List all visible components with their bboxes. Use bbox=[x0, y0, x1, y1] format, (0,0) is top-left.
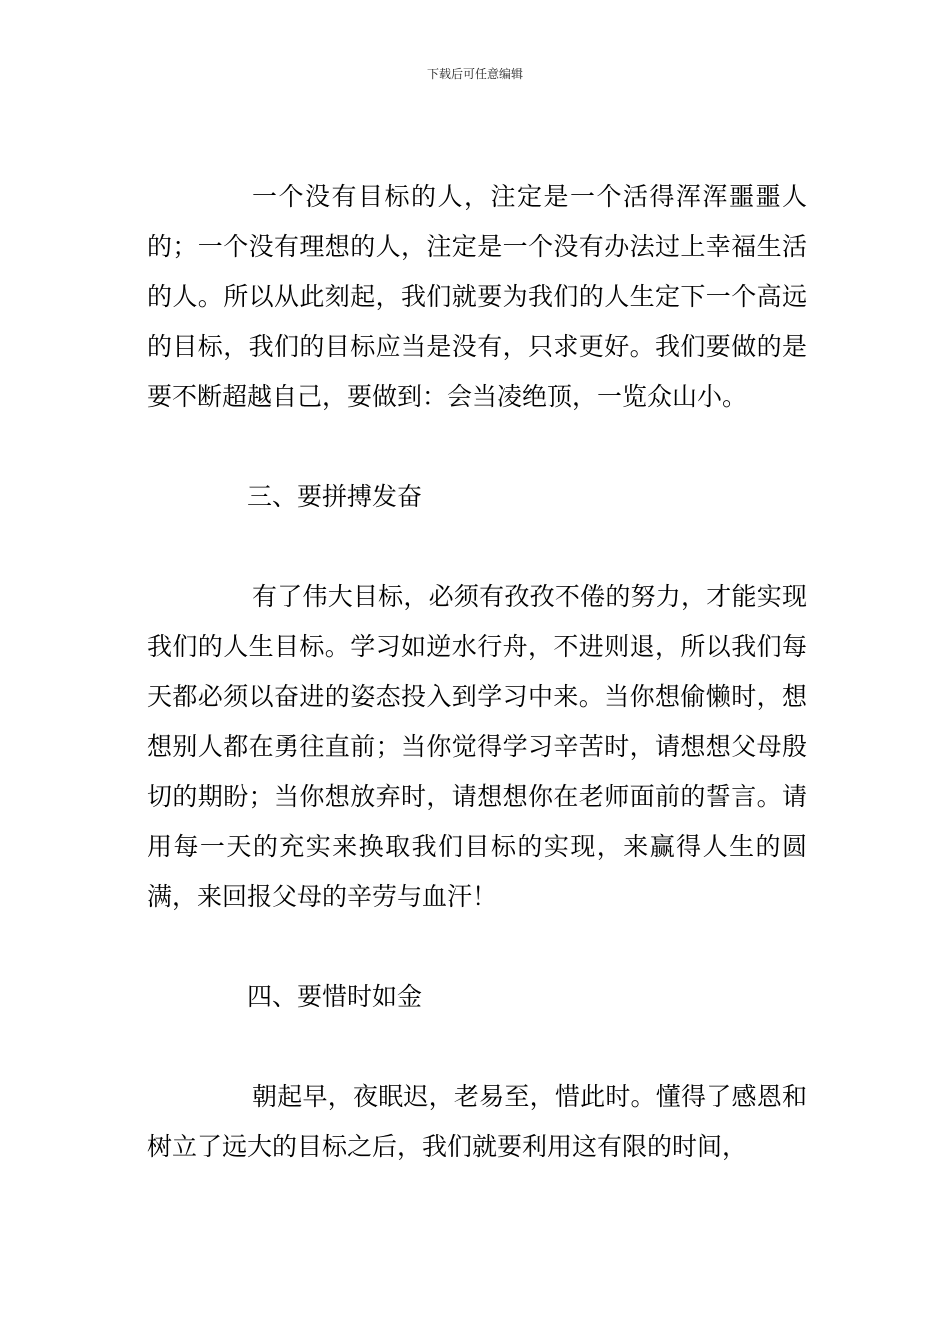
page-header: 下载后可任意编辑 bbox=[426, 67, 523, 81]
spacer bbox=[147, 422, 807, 472]
document-body bbox=[147, 172, 807, 1172]
spacer bbox=[147, 522, 807, 572]
section-heading-4: 四、要惜时如金 bbox=[247, 982, 423, 1011]
paragraph-striving: 有了伟大目标，必须有孜孜不倦的努力，才能实现我们的人生目标。学习如逆水行舟，不进则退，所以我们每天都必须以奋进的姿态投入到学习中来。当你想偷懒时，想想别人都在勇往直前；当你觉得学习辛苦时，请想想父母殷切的期盼；当你想放弃时，请想想你在老师面前的誓言。请用每一天的充实来换取我们目标的实现，来赢得人生的圆满，来回报父母的辛劳与血汗！ bbox=[147, 582, 807, 911]
paragraph-time: 朝起早，夜眠迟，老易至，惜此时。懂得了感恩和树立了远大的目标之后，我们就要利用这有限的时间， bbox=[147, 1082, 807, 1161]
spacer bbox=[147, 1022, 807, 1072]
spacer bbox=[147, 922, 807, 972]
paragraph-goal: 一个没有目标的人，注定是一个活得浑浑噩噩人的；一个没有理想的人，注定是一个没有办法过上幸福生活的人。所以从此刻起，我们就要为我们的人生定下一个高远的目标，我们的目标应当是没有，只求更好。我们要做的是要不断超越自己，要做到：会当凌绝顶，一览众山小。 bbox=[147, 182, 807, 411]
section-heading-3: 三、要拼搏发奋 bbox=[247, 482, 423, 511]
